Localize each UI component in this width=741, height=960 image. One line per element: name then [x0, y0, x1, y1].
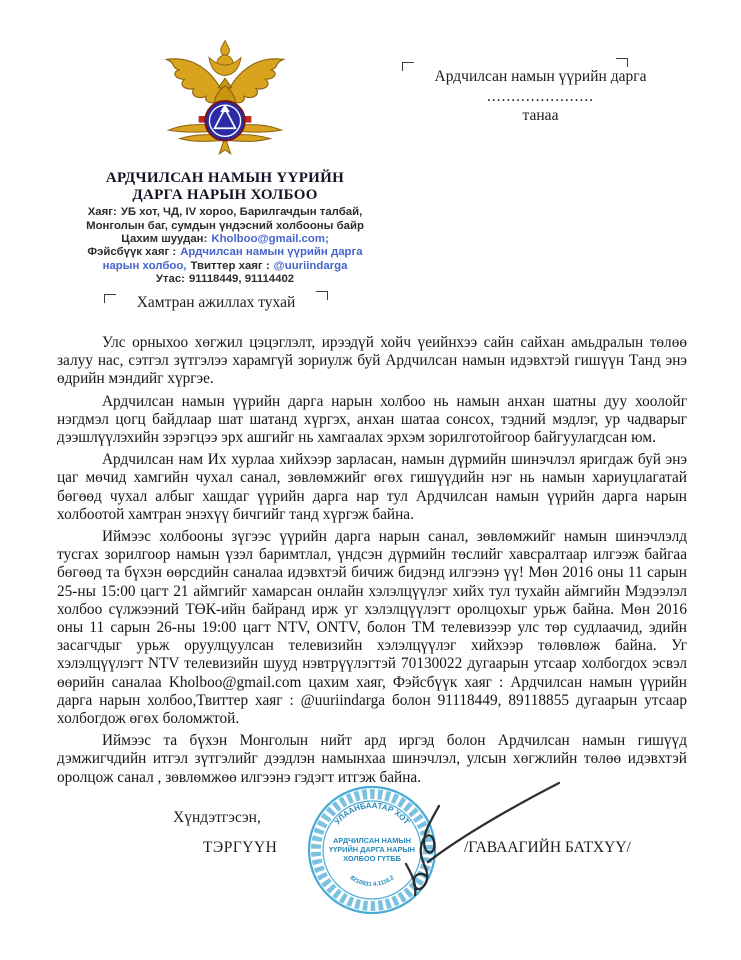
letterhead-contact — [52, 206, 398, 286]
subject-title: Хамтран ажиллах тухай — [136, 294, 296, 311]
letter-body — [57, 334, 687, 791]
recipient-line: Ардчилсан намын үүрийн дарга — [434, 68, 647, 85]
email-value: Kholboo@gmail.com; — [211, 232, 329, 245]
stamp-center-line1: АРДЧИЛСАН НАМЫН — [333, 836, 411, 845]
recipient-block — [408, 66, 673, 126]
party-emblem-icon — [159, 36, 291, 164]
stamp-center-line3: ХОЛБОО ГҮТББ — [343, 854, 401, 863]
address-label: Хаяг: — [87, 206, 117, 219]
facebook-value-2: нарын холбоо, — [102, 259, 187, 272]
twitter-value: @uuriindarga — [273, 259, 348, 272]
letterhead — [52, 36, 398, 286]
body-paragraph-2: Ардчилсан намын үүрийн дарга нарын холбоо нь намын анхан шатны дуу хоолойг нэгдмэл цогц байдлаар шат шатанд хүргэх, анхан шатаа сонсох, тэдний мэдлэг, ур чадварыг дээшлүүлэхийн зэрэгцээ эрх ашгийг нь хамгаалах эрхэм зорилготойгоор байгуулагдсан юм. — [57, 392, 687, 447]
email-line — [52, 233, 398, 246]
facebook-value-1: Ардчилсан намын үүрийн дарга — [180, 246, 363, 259]
official-stamp-icon — [278, 776, 578, 936]
facebook-line-2 — [52, 260, 398, 273]
address-line-2: Монголын баг, сумдын үндэсний холбооны байр — [86, 219, 364, 232]
phone-label: Утас: — [155, 272, 185, 285]
recipient-dots: ...................... — [486, 87, 595, 105]
email-label: Цахим шуудан: — [121, 232, 208, 245]
body-paragraph-1: Улс орныхоо хөгжил цэцэглэлт, ирээдүй хойч үеийнхээ сайн сайхан амьдралын төлөө залуу нас, сэтгэл зүтгэлээ харамгүй зориулж буй Ардчилсан намын идэвхтэй гишүүн Танд энэ өдрийн мэндийг хүргэе. — [57, 334, 687, 388]
body-paragraph-4: Иймээс холбооны зүгээс үүрийн дарга нарын санал, зөвлөмжийг намын шинэчлэлд тусгах зорилгоор намын үзэл баримтлал, үндсэн дүрмийн төслийг хавсралтаар илгээж байгаа бөгөөд та бүхэн өөрсдийн саналаа идэвхтэй бичиж бидэнд илгээнэ үү! Мөн 2016 оны 11 сарын 25-ны 15:00 цагт 21 аймгийг хамарсан онлайн хэлэлцүүлэг хийх тул тухайн аймгийн Мэдээлэл холбоо сүлжээний ТӨК-ийн байранд ирж уг хэлэлцүүлэгт оролцохыг урьж байна. Мөн 2016 оны 11 сарын 26-ны 19:00 цагт NTV, ONTV, болон TM телевизээр улс төр судлаачид, эдийн засагчдыг урьж оруулцуулсан телевизийн хэлэлцүүлэг хийхээр төлөвлөж байна. Уг хэлэлцүүлэгт NTV телевизийн шууд нэвтрүүлэгтэй 70130022 дугаарын утсаар холбогдох эсвэл өөрийн саналаа Kholboo@gmail.com цахим хаяг, Фэйсбүүк хаяг : Ардчилсан намын үүрийн дарга нарын холбоо,Твиттер хаяг : @uuriindarga болон 91118449, 89118855 дугаарын утсаар холбогдож өгөх боломжтой. — [57, 528, 687, 728]
stamp-center-line2: ҮҮРИЙН ДАРГА НАРЫН — [329, 845, 415, 854]
facebook-label: Фэйсбүүк хаяг : — [87, 246, 177, 259]
facebook-line-1 — [52, 246, 398, 259]
stamp-top-arc-text: УЛААНБААТАР ХОТ — [332, 800, 412, 827]
phone-line — [52, 273, 398, 286]
twitter-label: Твиттер хаяг : — [190, 259, 270, 272]
body-paragraph-5: Иймээс та бүхэн Монголын нийт ард иргэд болон Ардчилсан намын гишүүд дэмжигчдийн итгэл зүтгэлийг дээдлэн намынхаа шинэчлэл, улсын хөгжлийн төлөө идэвхтэй оролцож санал , зөвлөмжөө илгээнэ гэдэгт итгэж байна. — [57, 732, 687, 786]
org-title-line1: АРДЧИЛСАН НАМЫН ҮҮРИЙН — [105, 170, 345, 186]
closing-regards: Хүндэтгэсэн, — [173, 809, 261, 826]
body-paragraph-3: Ардчилсан нам Их хурлаа хийхээр зарласан, намын дүрмийн шинэчлэл яригдаж буй энэ цаг мөчид хамгийн чухал санал, зөвлөмжийг өгөх гишүүдийн нэг нь намын хариуцлагатай бөгөөд чухал албыг хашдаг үүрийн дарга нар тул Ардчилсан намын үүрийн дарга нарын холбоотой хамтран энэхүү бичгийг танд хүргэж байна. — [57, 451, 687, 523]
org-title — [52, 170, 398, 204]
address-value-1: УБ хот, ЧД, IV хороо, Барилгачдын талбай, — [120, 206, 363, 219]
svg-text:8210931 4.1116.2 — [349, 875, 396, 888]
org-title-line2: ДАРГА НАРЫН ХОЛБОО — [132, 187, 318, 204]
closing-title: ТЭРГҮҮН — [203, 839, 278, 856]
recipient-honorific: танаа — [522, 106, 559, 124]
phone-value: 91118449, 91114402 — [188, 272, 295, 285]
address-line-1 — [52, 206, 398, 219]
closing-name: /ГАВААГИЙН БАТХҮҮ/ — [464, 839, 631, 856]
stamp-bottom-arc-text: 8210931 4.1116.2 — [348, 875, 396, 889]
